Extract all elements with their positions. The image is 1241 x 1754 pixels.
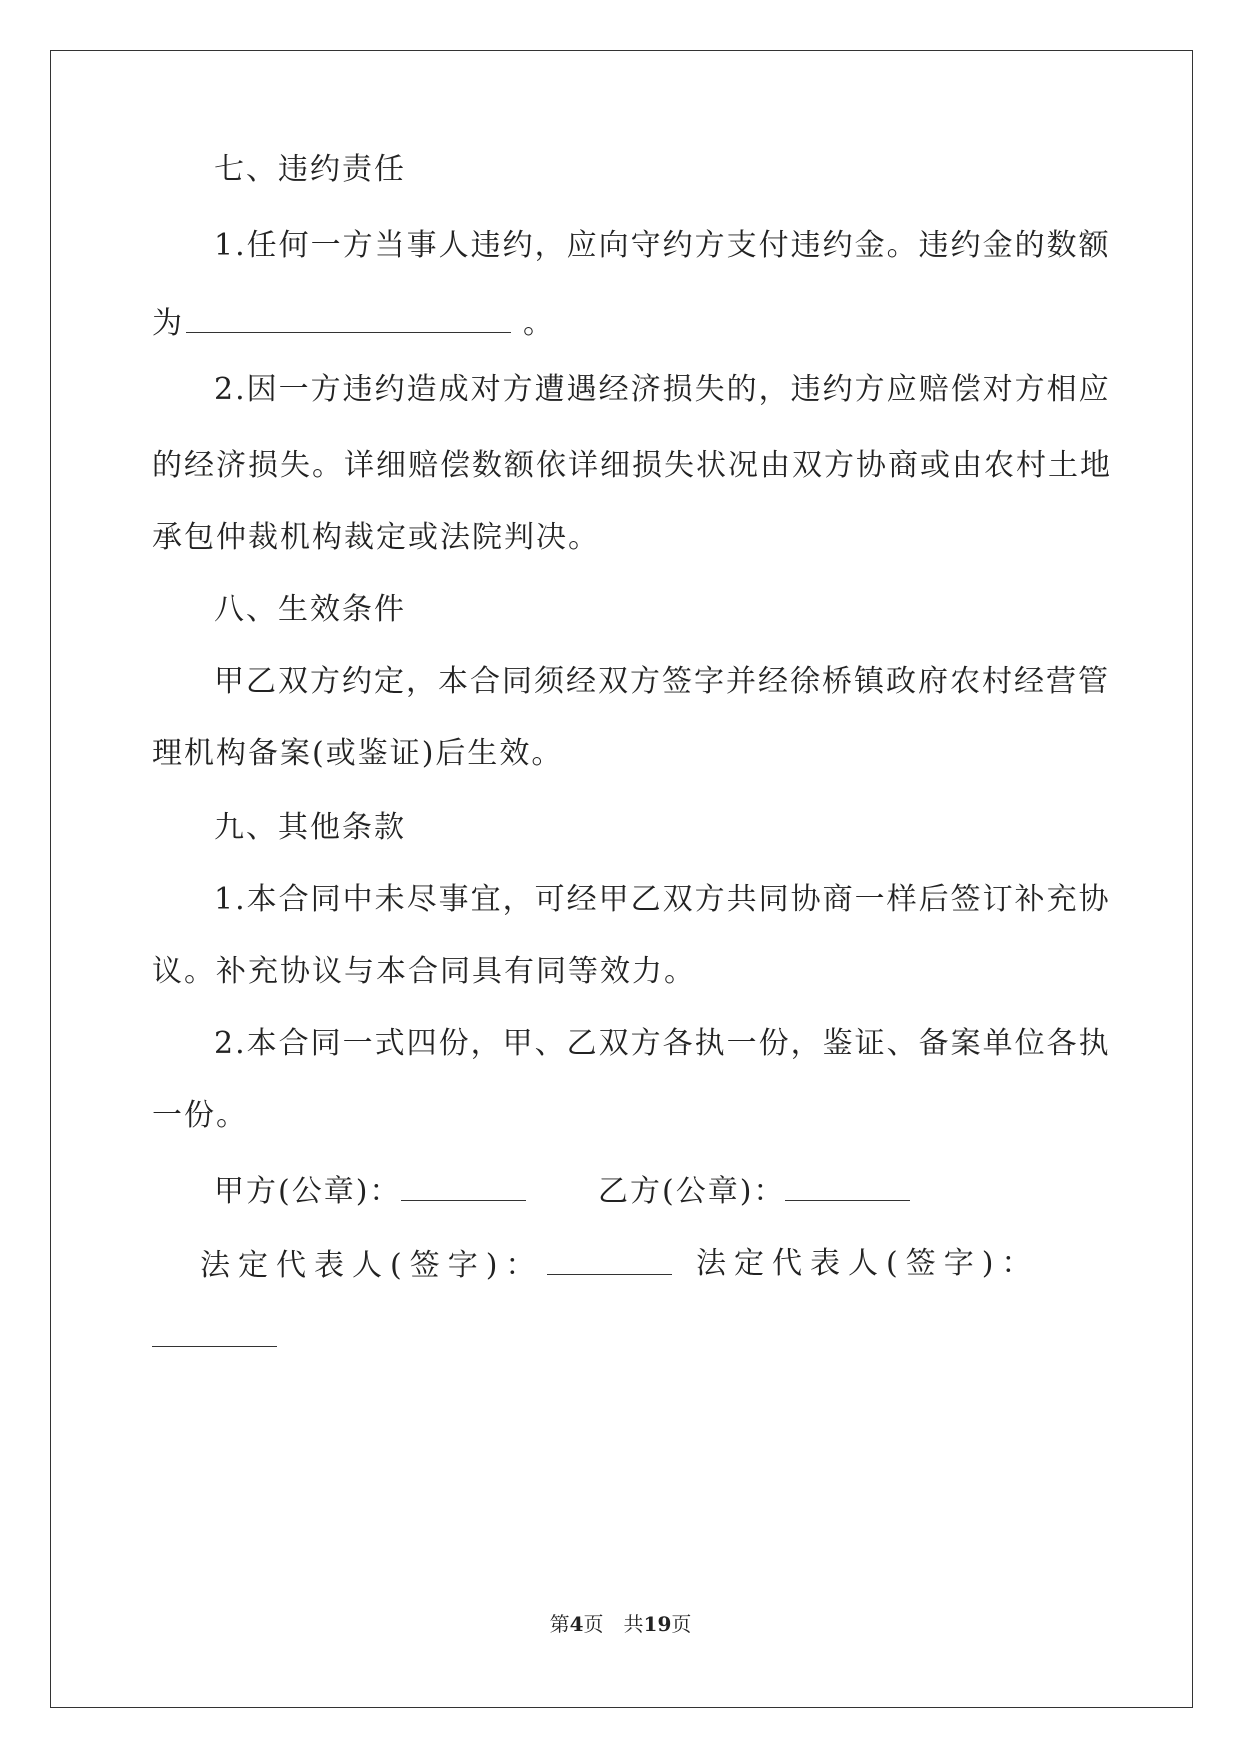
party-b-rep-label: 法定代表人(签字)： <box>696 1246 1040 1281</box>
section-heading-breach: 七、违约责任 <box>214 152 406 187</box>
party-b-seal-label: 乙方(公章)： <box>598 1174 786 1209</box>
paragraph-line: 2.本合同一式四份，甲、乙双方各执一份，鉴证、备案单位各执 <box>214 1026 1111 1061</box>
page-border <box>50 50 1193 1708</box>
signature-line-seal-b <box>598 1170 910 1212</box>
party-a-rep-label: 法定代表人(签字)： <box>200 1248 544 1283</box>
paragraph-line <box>152 302 555 344</box>
party-b-rep-blank <box>152 1316 277 1347</box>
paragraph-text: 。 <box>523 306 555 341</box>
party-a-rep-blank <box>547 1244 672 1275</box>
paragraph-line: 的经济损失。详细赔偿数额依详细损失状况由双方协商或由农村土地 <box>152 448 1112 483</box>
party-b-seal-blank <box>785 1170 910 1201</box>
paragraph-line: 议。补充协议与本合同具有同等效力。 <box>152 954 696 989</box>
page-footer <box>0 1608 1241 1637</box>
paragraph-text: 为 <box>152 306 184 341</box>
paragraph-line: 一份。 <box>152 1098 248 1133</box>
signature-line-rep <box>200 1244 672 1286</box>
section-heading-effective: 八、生效条件 <box>214 592 406 627</box>
footer-page-number: 4 <box>569 1612 584 1636</box>
fill-in-blank <box>186 302 511 333</box>
signature-line-seal <box>214 1170 526 1212</box>
signature-line-rep-b-blank <box>152 1316 277 1358</box>
footer-total-pages: 19 <box>643 1612 672 1636</box>
paragraph-line: 1.本合同中未尽事宜，可经甲乙双方共同协商一样后签订补充协 <box>214 882 1111 917</box>
footer-suffix: 页 <box>671 1612 692 1636</box>
section-heading-other: 九、其他条款 <box>214 810 406 845</box>
paragraph-line: 甲乙双方约定，本合同须经双方签字并经徐桥镇政府农村经营管 <box>214 664 1110 699</box>
paragraph-line: 理机构备案(或鉴证)后生效。 <box>152 736 564 771</box>
signature-line-rep-b <box>696 1244 1039 1284</box>
party-a-seal-blank <box>401 1170 526 1201</box>
paragraph-line: 承包仲裁机构裁定或法院判决。 <box>152 520 600 555</box>
footer-prefix: 第 <box>549 1612 570 1636</box>
party-a-seal-label: 甲方(公章)： <box>214 1174 402 1209</box>
paragraph-line: 1.任何一方当事人违约，应向守约方支付违约金。违约金的数额 <box>214 228 1111 263</box>
footer-mid: 页 共 <box>583 1612 644 1636</box>
paragraph-line: 2.因一方违约造成对方遭遇经济损失的，违约方应赔偿对方相应 <box>214 372 1111 407</box>
